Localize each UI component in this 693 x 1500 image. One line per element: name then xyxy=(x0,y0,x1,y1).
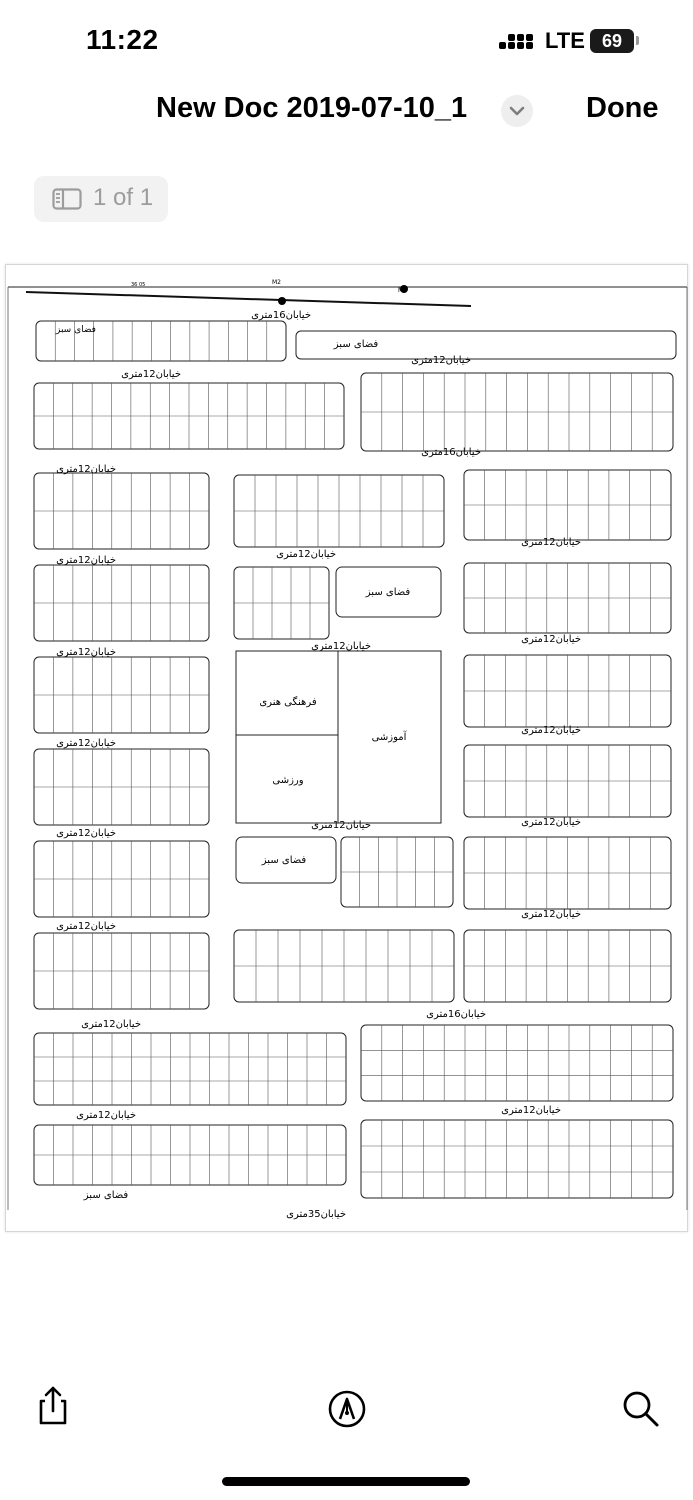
marker-label-m1: M1 xyxy=(398,287,407,294)
marker-label-m2: M2 xyxy=(272,279,281,286)
street-label-12m: خیابان12متری xyxy=(81,1019,141,1030)
area-label-green: فضای سبز xyxy=(56,325,96,335)
street-label-12m: خیابان12متری xyxy=(121,369,181,380)
scale-label: 36 05 xyxy=(131,282,146,288)
sidebar-icon xyxy=(52,188,82,210)
street-label-12m: خیابان12متری xyxy=(76,1110,136,1121)
parcel-block xyxy=(361,1025,673,1101)
status-time: 11:22 xyxy=(86,24,159,55)
street-label-12m: خیابان12متری xyxy=(521,817,581,828)
street-label-12m: خیابان12متری xyxy=(521,909,581,920)
markup-icon[interactable] xyxy=(326,1388,368,1430)
street-label-12m: خیابان12متری xyxy=(311,820,371,831)
home-indicator[interactable] xyxy=(222,1477,470,1486)
street-label-12m: خیابان12متری xyxy=(56,464,116,475)
street-label-12m: خیابان12متری xyxy=(311,641,371,652)
share-icon[interactable] xyxy=(32,1384,74,1426)
street-label-12m: خیابان12متری xyxy=(521,725,581,736)
document-page[interactable] xyxy=(5,264,688,1232)
done-button[interactable]: Done xyxy=(586,92,659,124)
signal-strength-icon xyxy=(499,30,535,52)
chevron-down-icon[interactable] xyxy=(501,95,533,127)
search-icon[interactable] xyxy=(620,1388,662,1430)
parcel-blocks xyxy=(34,321,676,1198)
street-label-12m: خیابان12متری xyxy=(521,634,581,645)
street-label-12m: خیابان12متری xyxy=(276,549,336,560)
street-label-12m: خیابان12متری xyxy=(56,555,116,566)
area-label-green: فضای سبز xyxy=(333,339,379,350)
street-label-12m: خیابان12متری xyxy=(56,921,116,932)
street-label-12m: خیابان12متری xyxy=(56,828,116,839)
street-label-12m: خیابان12متری xyxy=(56,647,116,658)
street-label-12m: خیابان12متری xyxy=(56,738,116,749)
street-label-16m-top: خیابان16متری xyxy=(251,310,311,321)
battery-level: 69 xyxy=(601,31,623,51)
street-label-16m: خیابان16متری xyxy=(421,447,481,458)
street-label-12m: خیابان12متری xyxy=(411,355,471,366)
area-label-sports: ورزشی xyxy=(272,775,304,786)
survey-marker-m2 xyxy=(278,297,286,305)
area-label-education: آموزشی xyxy=(371,732,407,743)
network-type: LTE xyxy=(545,28,585,53)
street-label-12m: خیابان12متری xyxy=(501,1105,561,1116)
battery-tip xyxy=(636,36,639,45)
area-label-green: فضای سبز xyxy=(261,855,307,866)
area-label-cultural: فرهنگی هنری xyxy=(259,697,317,708)
street-label-16m: خیابان16متری xyxy=(426,1009,486,1020)
street-label-12m: خیابان12متری xyxy=(521,537,581,548)
area-label-green: فضای سبز xyxy=(83,1190,129,1201)
street-label-35m: خیابان35متری xyxy=(286,1209,346,1220)
parcel-block xyxy=(361,1120,673,1198)
parcel-map xyxy=(6,265,689,1233)
document-title[interactable]: New Doc 2019-07-10_1 xyxy=(156,92,468,124)
battery-icon xyxy=(590,29,634,53)
page-count: 1 of 1 xyxy=(93,184,154,211)
area-label-green: فضای سبز xyxy=(365,587,411,598)
